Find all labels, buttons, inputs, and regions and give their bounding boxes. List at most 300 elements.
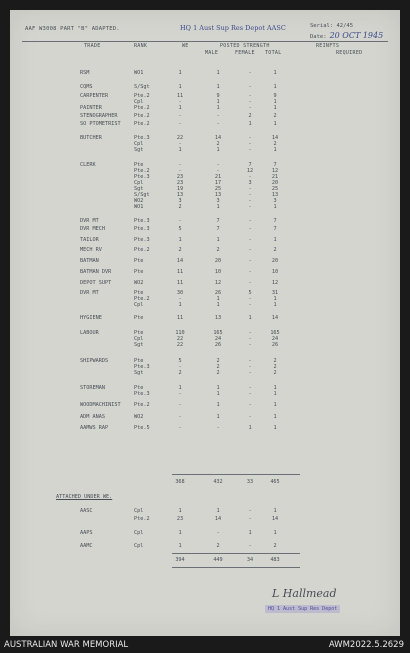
- male-cell: 2: [216, 543, 220, 549]
- we-cell: 14: [176, 258, 184, 264]
- rank-cell: Sgt: [134, 370, 144, 376]
- table-row: [10, 508, 400, 516]
- trade-cell: STOREMAN: [80, 385, 105, 391]
- female-cell: 7: [248, 162, 252, 168]
- total-cell: 1: [273, 402, 277, 408]
- female-cell: -: [248, 147, 252, 153]
- total-cell: 1: [273, 84, 277, 90]
- total-cell: 7: [273, 162, 277, 168]
- we-cell: 19: [176, 186, 184, 192]
- trade-cell: MECH RV: [80, 247, 102, 253]
- female-cell: -: [248, 174, 252, 180]
- female-cell: 1: [248, 425, 252, 431]
- col-required: REQUIRED: [336, 50, 363, 56]
- col-total: TOTAL: [265, 50, 282, 56]
- rank-cell: Cpl: [134, 508, 144, 514]
- subtotal-male: 432: [213, 479, 223, 485]
- male-cell: 1: [216, 70, 220, 76]
- rank-cell: Pte: [134, 290, 144, 296]
- attached-heading: ATTACHED UNDER WE.: [56, 494, 113, 500]
- male-cell: 7: [216, 218, 220, 224]
- table-row: [10, 414, 400, 422]
- rank-cell: Pte.2: [134, 93, 150, 99]
- male-cell: 1: [216, 99, 220, 105]
- table-row: [10, 218, 400, 226]
- total-cell: 1: [273, 385, 277, 391]
- female-cell: -: [248, 336, 252, 342]
- rank-cell: WO2: [134, 280, 144, 286]
- male-cell: 1: [216, 402, 220, 408]
- we-cell: 5: [178, 358, 182, 364]
- we-cell: -: [178, 391, 182, 397]
- trade-cell: SHIPWARDS: [80, 358, 109, 364]
- female-cell: -: [248, 370, 252, 376]
- female-cell: -: [248, 135, 252, 141]
- table-row: [10, 121, 400, 129]
- we-cell: 1: [178, 105, 182, 111]
- table-row: [10, 342, 400, 350]
- trade-cell: STENOGRAPHER: [80, 113, 118, 119]
- female-cell: 1: [248, 121, 252, 127]
- table-row: [10, 370, 400, 378]
- subtotal-we: 368: [175, 479, 185, 485]
- rank-cell: Pte.2: [134, 516, 150, 522]
- male-cell: 1: [216, 147, 220, 153]
- col-posted: POSTED STRENGTH: [220, 43, 270, 49]
- table-row: [10, 269, 400, 277]
- rank-cell: Pte.2: [134, 121, 150, 127]
- rank-cell: Cpl: [134, 99, 144, 105]
- male-cell: 20: [214, 258, 222, 264]
- trade-cell: AASC: [80, 508, 93, 514]
- total-cell: 2: [273, 364, 277, 370]
- female-cell: -: [248, 280, 252, 286]
- rank-cell: Pte.2: [134, 247, 150, 253]
- total-cell: 2: [273, 543, 277, 549]
- we-cell: -: [178, 414, 182, 420]
- male-cell: 1: [216, 508, 220, 514]
- female-cell: -: [248, 198, 252, 204]
- we-cell: -: [178, 162, 182, 168]
- total-cell: 1: [273, 391, 277, 397]
- we-cell: 1: [178, 530, 182, 536]
- unit-stamp: HQ 1 Aust Sup Res Depot: [265, 605, 340, 613]
- male-cell: 3: [216, 198, 220, 204]
- total-cell: 20: [271, 258, 279, 264]
- table-row: [10, 516, 400, 524]
- we-cell: 22: [176, 135, 184, 141]
- rank-cell: Pte.3: [134, 218, 150, 224]
- we-cell: 1: [178, 543, 182, 549]
- total-cell: 1: [273, 70, 277, 76]
- male-cell: 9: [216, 93, 220, 99]
- we-cell: 1: [178, 147, 182, 153]
- female-cell: 12: [246, 168, 254, 174]
- rank-cell: Pte.3: [134, 364, 150, 370]
- female-cell: -: [248, 302, 252, 308]
- female-cell: -: [248, 402, 252, 408]
- we-cell: -: [178, 168, 182, 174]
- we-cell: 11: [176, 280, 184, 286]
- rank-cell: Pte: [134, 385, 144, 391]
- male-cell: 17: [214, 180, 222, 186]
- we-cell: 5: [178, 226, 182, 232]
- trade-cell: TAILOR: [80, 237, 99, 243]
- rank-cell: Pte: [134, 258, 144, 264]
- date-label: Date:: [310, 34, 327, 40]
- total-cell: 1: [273, 237, 277, 243]
- female-cell: -: [248, 247, 252, 253]
- rank-cell: Pte.2: [134, 296, 150, 302]
- trade-cell: SO PTOMETRIST: [80, 121, 121, 127]
- rank-cell: Pte: [134, 358, 144, 364]
- trade-cell: HYGIENE: [80, 315, 102, 321]
- male-cell: 1: [216, 414, 220, 420]
- handwritten-signature: L Hallmead: [272, 587, 337, 600]
- we-cell: 13: [176, 192, 184, 198]
- female-cell: -: [248, 192, 252, 198]
- we-cell: 11: [176, 93, 184, 99]
- total-cell: 12: [271, 168, 279, 174]
- table-row: [10, 70, 400, 78]
- total-cell: 3: [273, 198, 277, 204]
- rank-cell: Pte.5: [134, 425, 150, 431]
- rank-cell: Pte: [134, 330, 144, 336]
- we-cell: -: [178, 425, 182, 431]
- total-cell: 1: [273, 296, 277, 302]
- female-cell: 3: [248, 180, 252, 186]
- table-row: [10, 280, 400, 288]
- total-cell: 20: [271, 180, 279, 186]
- we-cell: 1: [178, 385, 182, 391]
- trade-cell: BATMAN: [80, 258, 99, 264]
- total-cell: 7: [273, 226, 277, 232]
- trade-cell: CLERK: [80, 162, 96, 168]
- total-cell: 2: [273, 113, 277, 119]
- male-cell: 14: [214, 516, 222, 522]
- rank-cell: WO2: [134, 198, 144, 204]
- grand-total-female: 34: [246, 557, 254, 563]
- female-cell: 1: [248, 530, 252, 536]
- we-cell: 3: [178, 198, 182, 204]
- subtotal-total: 465: [270, 479, 280, 485]
- we-cell: 2: [178, 204, 182, 210]
- total-cell: 10: [271, 269, 279, 275]
- male-cell: -: [216, 113, 220, 119]
- total-cell: 1: [273, 530, 277, 536]
- female-cell: -: [248, 269, 252, 275]
- female-cell: -: [248, 391, 252, 397]
- rank-cell: Pte.2: [134, 168, 150, 174]
- table-row: [10, 530, 400, 538]
- we-cell: 30: [176, 290, 184, 296]
- grand-total-row: [10, 557, 400, 565]
- trade-cell: ADM ANAS: [80, 414, 105, 420]
- rank-cell: S/Sgt: [134, 192, 150, 198]
- male-cell: 24: [214, 336, 222, 342]
- female-cell: -: [248, 330, 252, 336]
- total-cell: 26: [271, 342, 279, 348]
- male-cell: 2: [216, 247, 220, 253]
- total-cell: 2: [273, 247, 277, 253]
- col-rank: RANK: [134, 43, 148, 49]
- rank-cell: Cpl: [134, 180, 144, 186]
- total-cell: 1: [273, 121, 277, 127]
- rank-cell: S/Sgt: [134, 84, 150, 90]
- total-cell: 14: [271, 516, 279, 522]
- female-cell: -: [248, 84, 252, 90]
- we-cell: 23: [176, 516, 184, 522]
- trade-cell: DEPOT SUPT: [80, 280, 112, 286]
- female-cell: -: [248, 516, 252, 522]
- table-row: [10, 147, 400, 155]
- table-row: [10, 391, 400, 399]
- total-cell: 1: [273, 302, 277, 308]
- total-cell: 1: [273, 204, 277, 210]
- total-cell: 2: [273, 358, 277, 364]
- male-cell: 2: [216, 364, 220, 370]
- female-cell: -: [248, 543, 252, 549]
- rank-cell: WO2: [134, 414, 144, 420]
- rank-cell: Pte.3: [134, 135, 150, 141]
- female-cell: -: [248, 99, 252, 105]
- footer-accession: AWM2022.5.2629: [328, 640, 404, 650]
- grand-total-rule-top: [172, 553, 300, 554]
- rank-cell: WO1: [134, 70, 144, 76]
- table-row: [10, 302, 400, 310]
- grand-total-we: 394: [175, 557, 185, 563]
- trade-cell: BUTCHER: [80, 135, 102, 141]
- female-cell: -: [248, 218, 252, 224]
- table-row: [10, 226, 400, 234]
- rank-cell: Pte.3: [134, 226, 150, 232]
- we-cell: -: [178, 99, 182, 105]
- we-cell: 2: [178, 247, 182, 253]
- male-cell: 1: [216, 105, 220, 111]
- total-cell: 1: [273, 147, 277, 153]
- male-cell: 25: [214, 186, 222, 192]
- we-cell: 22: [176, 342, 184, 348]
- rank-cell: Cpl: [134, 530, 144, 536]
- rank-cell: Pte.2: [134, 105, 150, 111]
- table-row: [10, 84, 400, 92]
- total-cell: 1: [273, 508, 277, 514]
- male-cell: 1: [216, 237, 220, 243]
- male-cell: 26: [214, 342, 222, 348]
- we-cell: 1: [178, 508, 182, 514]
- male-cell: -: [216, 121, 220, 127]
- header-rule: [22, 41, 388, 42]
- trade-cell: AAPS: [80, 530, 93, 536]
- we-cell: 1: [178, 302, 182, 308]
- trade-cell: LABOUR: [80, 330, 99, 336]
- col-female: FEMALE: [235, 50, 255, 56]
- male-cell: -: [216, 168, 220, 174]
- total-cell: 1: [273, 99, 277, 105]
- total-cell: 2: [273, 141, 277, 147]
- rank-cell: Sgt: [134, 342, 144, 348]
- female-cell: -: [248, 237, 252, 243]
- male-cell: 1: [216, 385, 220, 391]
- female-cell: -: [248, 414, 252, 420]
- total-cell: 1: [273, 105, 277, 111]
- male-cell: 1: [216, 204, 220, 210]
- trade-cell: PAINTER: [80, 105, 102, 111]
- trade-cell: RSM: [80, 70, 90, 76]
- male-cell: 13: [214, 192, 222, 198]
- female-cell: -: [248, 296, 252, 302]
- table-row: [10, 425, 400, 433]
- subtotal-rule: [172, 474, 300, 475]
- female-cell: -: [248, 364, 252, 370]
- total-cell: 9: [273, 93, 277, 99]
- rank-cell: Pte: [134, 162, 144, 168]
- male-cell: 2: [216, 141, 220, 147]
- female-cell: -: [248, 226, 252, 232]
- subtotal-female: 33: [246, 479, 254, 485]
- subtotal-row: [10, 479, 400, 487]
- female-cell: 5: [248, 290, 252, 296]
- total-cell: 21: [271, 174, 279, 180]
- male-cell: 7: [216, 226, 220, 232]
- total-cell: 165: [270, 330, 280, 336]
- female-cell: -: [248, 342, 252, 348]
- table-row: [10, 204, 400, 212]
- female-cell: -: [248, 358, 252, 364]
- total-cell: 14: [271, 315, 279, 321]
- table-row: [10, 402, 400, 410]
- total-cell: 25: [271, 186, 279, 192]
- total-cell: 14: [271, 135, 279, 141]
- we-cell: 1: [178, 70, 182, 76]
- rank-cell: Sgt: [134, 147, 144, 153]
- unit-heading: HQ 1 Aust Sup Res Depot AASC: [180, 24, 286, 32]
- male-cell: -: [216, 425, 220, 431]
- male-cell: 1: [216, 302, 220, 308]
- table-row: [10, 237, 400, 245]
- rank-cell: Pte.2: [134, 113, 150, 119]
- rank-cell: Sgt: [134, 186, 144, 192]
- form-reference: AAF W3008 PART "B" ADAPTED.: [25, 26, 120, 32]
- we-cell: -: [178, 121, 182, 127]
- female-cell: -: [248, 141, 252, 147]
- total-cell: 31: [271, 290, 279, 296]
- female-cell: -: [248, 385, 252, 391]
- we-cell: -: [178, 113, 182, 119]
- male-cell: 13: [214, 315, 222, 321]
- date-stamp: 20 OCT 1945: [329, 31, 384, 40]
- we-cell: 22: [176, 336, 184, 342]
- female-cell: 2: [248, 113, 252, 119]
- male-cell: 1: [216, 84, 220, 90]
- we-cell: 11: [176, 315, 184, 321]
- footer-institution: AUSTRALIAN WAR MEMORIAL: [4, 640, 129, 650]
- male-cell: 1: [216, 296, 220, 302]
- rank-cell: Cpl: [134, 543, 144, 549]
- female-cell: -: [248, 508, 252, 514]
- male-cell: -: [216, 162, 220, 168]
- rank-cell: Cpl: [134, 336, 144, 342]
- col-trade: TRADE: [84, 43, 101, 49]
- grand-total-male: 449: [213, 557, 223, 563]
- male-cell: 2: [216, 370, 220, 376]
- we-cell: 23: [176, 180, 184, 186]
- male-cell: -: [216, 530, 220, 536]
- female-cell: -: [248, 93, 252, 99]
- total-cell: 24: [271, 336, 279, 342]
- rank-cell: Pte.2: [134, 402, 150, 408]
- male-cell: 14: [214, 135, 222, 141]
- trade-cell: BATMAN DVR: [80, 269, 112, 275]
- total-cell: 1: [273, 414, 277, 420]
- female-cell: 1: [248, 315, 252, 321]
- table-row: [10, 315, 400, 323]
- document-page: [10, 10, 400, 636]
- col-reinf: REINFTS: [316, 43, 340, 49]
- we-cell: -: [178, 402, 182, 408]
- rank-cell: Cpl: [134, 141, 144, 147]
- we-cell: 11: [176, 269, 184, 275]
- table-row: [10, 113, 400, 121]
- total-cell: 1: [273, 425, 277, 431]
- rank-cell: Pte.3: [134, 174, 150, 180]
- trade-cell: AAMWS RAP: [80, 425, 109, 431]
- we-cell: 1: [178, 84, 182, 90]
- trade-cell: CQMS: [80, 84, 93, 90]
- rank-cell: Pte.3: [134, 391, 150, 397]
- female-cell: -: [248, 70, 252, 76]
- male-cell: 21: [214, 174, 222, 180]
- we-cell: -: [178, 296, 182, 302]
- male-cell: 12: [214, 280, 222, 286]
- grand-total-rule-bottom: [172, 567, 300, 568]
- we-cell: -: [178, 218, 182, 224]
- female-cell: -: [248, 204, 252, 210]
- male-cell: 10: [214, 269, 222, 275]
- trade-cell: DVR MECH: [80, 226, 105, 232]
- col-male: MALE: [205, 50, 219, 56]
- table-row: [10, 105, 400, 113]
- grand-total-total: 483: [270, 557, 280, 563]
- trade-cell: AAMC: [80, 543, 93, 549]
- we-cell: -: [178, 141, 182, 147]
- rank-cell: Pte: [134, 315, 144, 321]
- serial-label: Serial: 42/45: [310, 23, 354, 29]
- total-cell: 2: [273, 370, 277, 376]
- total-cell: 13: [271, 192, 279, 198]
- total-cell: 12: [271, 280, 279, 286]
- female-cell: -: [248, 186, 252, 192]
- rank-cell: Pte: [134, 269, 144, 275]
- male-cell: 1: [216, 391, 220, 397]
- rank-cell: Pte.3: [134, 237, 150, 243]
- table-row: [10, 247, 400, 255]
- we-cell: 1: [178, 237, 182, 243]
- we-cell: 2: [178, 370, 182, 376]
- female-cell: -: [248, 258, 252, 264]
- table-row: [10, 543, 400, 551]
- date-line: [310, 31, 383, 40]
- male-cell: 165: [213, 330, 223, 336]
- table-row: [10, 258, 400, 266]
- we-cell: 23: [176, 174, 184, 180]
- rank-cell: Cpl: [134, 302, 144, 308]
- we-cell: -: [178, 364, 182, 370]
- rank-cell: WO1: [134, 204, 144, 210]
- female-cell: -: [248, 105, 252, 111]
- we-cell: 110: [175, 330, 185, 336]
- trade-cell: CARPENTER: [80, 93, 109, 99]
